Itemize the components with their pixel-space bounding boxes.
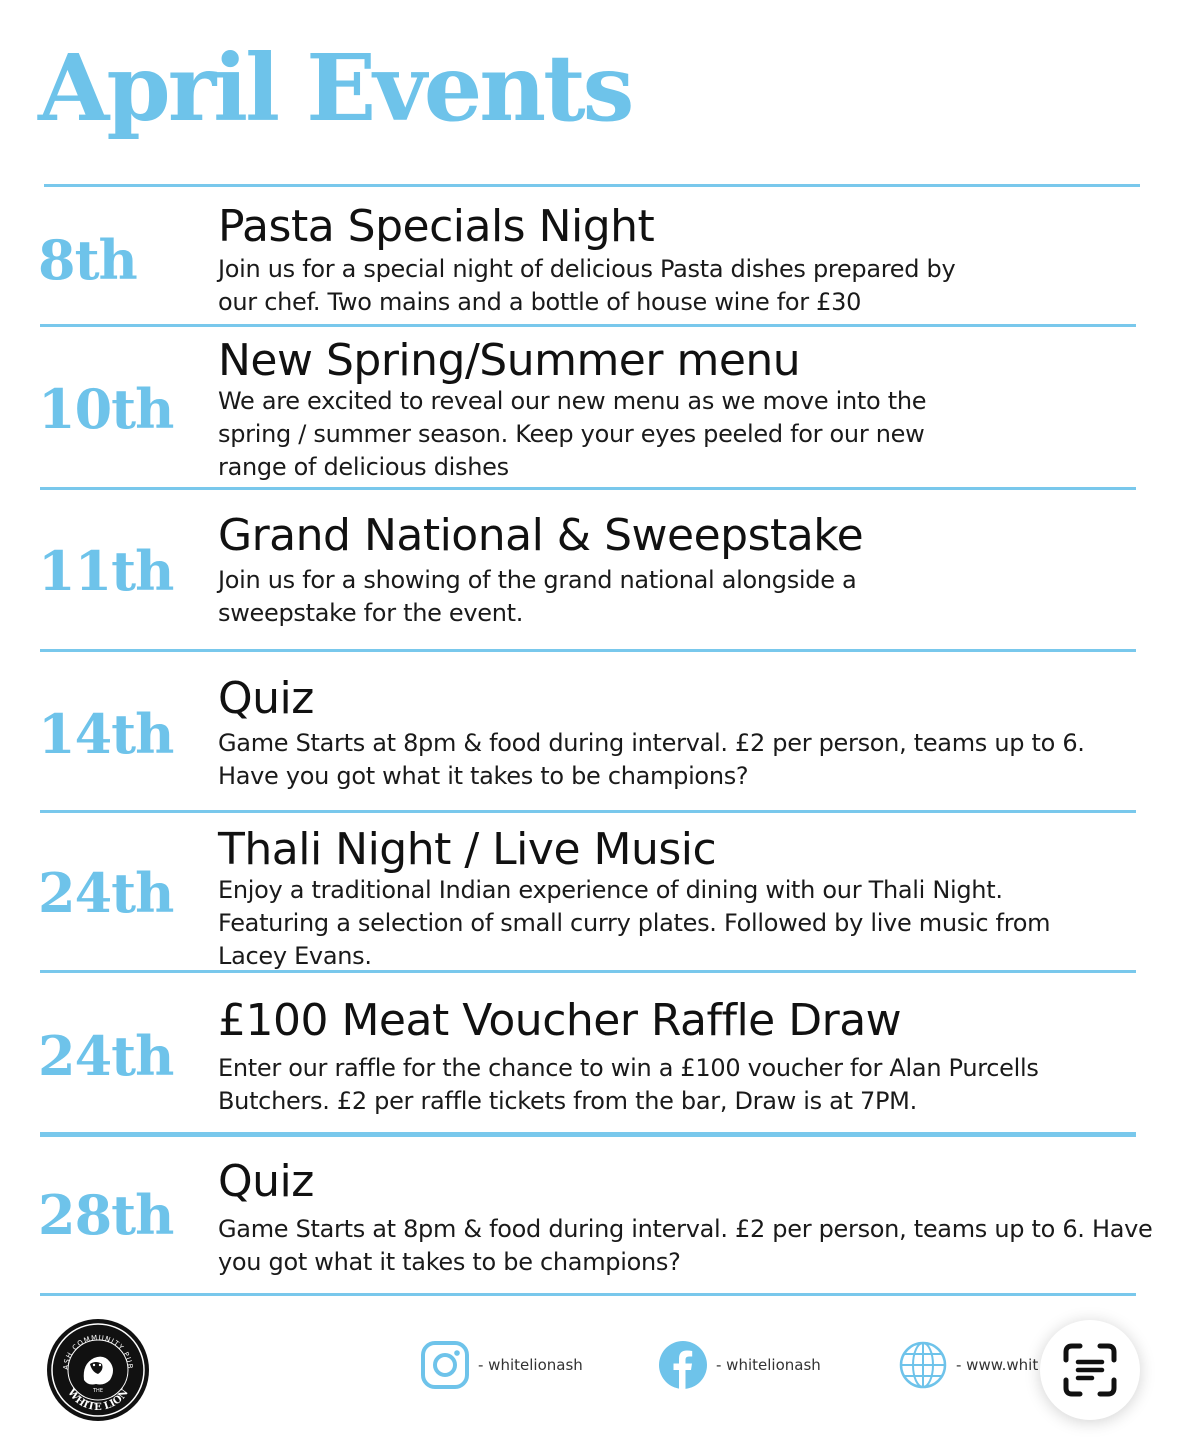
divider xyxy=(40,324,1136,327)
event-description: Join us for a showing of the grand national alongside a sweepstake for the event. xyxy=(218,566,857,627)
logo-name-text: WHITE LION xyxy=(65,1387,131,1414)
website-link[interactable] xyxy=(898,1340,1038,1390)
event-title: £100 Meat Voucher Raffle Draw xyxy=(218,995,902,1046)
divider xyxy=(40,1132,1136,1137)
event-description: Enter our raffle for the chance to win a £100 voucher for Alan Purcells Butchers. £2 per raffle tickets from the bar, Draw is at 7PM. xyxy=(218,1054,1039,1115)
event-date: 14th xyxy=(38,702,174,766)
logo-ring-text: ASH COMMUNITY PUB xyxy=(61,1333,135,1371)
event-title: Quiz xyxy=(218,1156,314,1207)
divider xyxy=(44,184,1140,187)
event-date: 24th xyxy=(38,1024,174,1088)
facebook-handle: - whitelionash xyxy=(716,1356,821,1374)
globe-icon xyxy=(898,1340,948,1390)
white-lion-logo xyxy=(46,1318,150,1422)
divider xyxy=(40,487,1136,490)
event-description: Game Starts at 8pm & food during interval. £2 per person, teams up to 6. Have you got what it takes to be champions? xyxy=(218,1215,1153,1276)
divider xyxy=(40,810,1136,813)
instagram-link[interactable] xyxy=(420,1340,583,1390)
divider xyxy=(40,1293,1136,1296)
divider xyxy=(40,649,1136,652)
facebook-link[interactable] xyxy=(658,1340,821,1390)
event-date: 11th xyxy=(38,539,174,603)
event-title: Thali Night / Live Music xyxy=(218,824,717,875)
event-description: We are excited to reveal our new menu as we move into the spring / summer season. Keep your eyes peeled for our new range of delicious dishes xyxy=(218,387,927,481)
event-description: Game Starts at 8pm & food during interval. £2 per person, teams up to 6. Have you got what it takes to be champions? xyxy=(218,729,1085,790)
event-title: Pasta Specials Night xyxy=(218,201,655,252)
page-title: April Events xyxy=(38,34,632,142)
text-scan-icon xyxy=(1060,1340,1120,1400)
footer xyxy=(0,1300,1179,1440)
event-title: New Spring/Summer menu xyxy=(218,335,801,386)
instagram-handle: - whitelionash xyxy=(478,1356,583,1374)
event-description: Join us for a special night of delicious Pasta dishes prepared by our chef. Two mains and a bottle of house wine for £30 xyxy=(218,255,956,316)
event-title: Grand National & Sweepstake xyxy=(218,510,864,561)
website-text: - www.whit xyxy=(956,1356,1039,1374)
text-scan-button[interactable] xyxy=(1040,1320,1140,1420)
logo-small-text: THE xyxy=(93,1388,103,1394)
event-date: 24th xyxy=(38,861,174,925)
event-date: 28th xyxy=(38,1183,174,1247)
event-date: 8th xyxy=(38,228,137,292)
event-title: Quiz xyxy=(218,673,314,724)
instagram-icon xyxy=(420,1340,470,1390)
event-description: Enjoy a traditional Indian experience of dining with our Thali Night. Featuring a selection of small curry plates. Followed by live music from Lacey Evans. xyxy=(218,876,1051,970)
event-date: 10th xyxy=(38,377,174,441)
facebook-icon xyxy=(658,1340,708,1390)
